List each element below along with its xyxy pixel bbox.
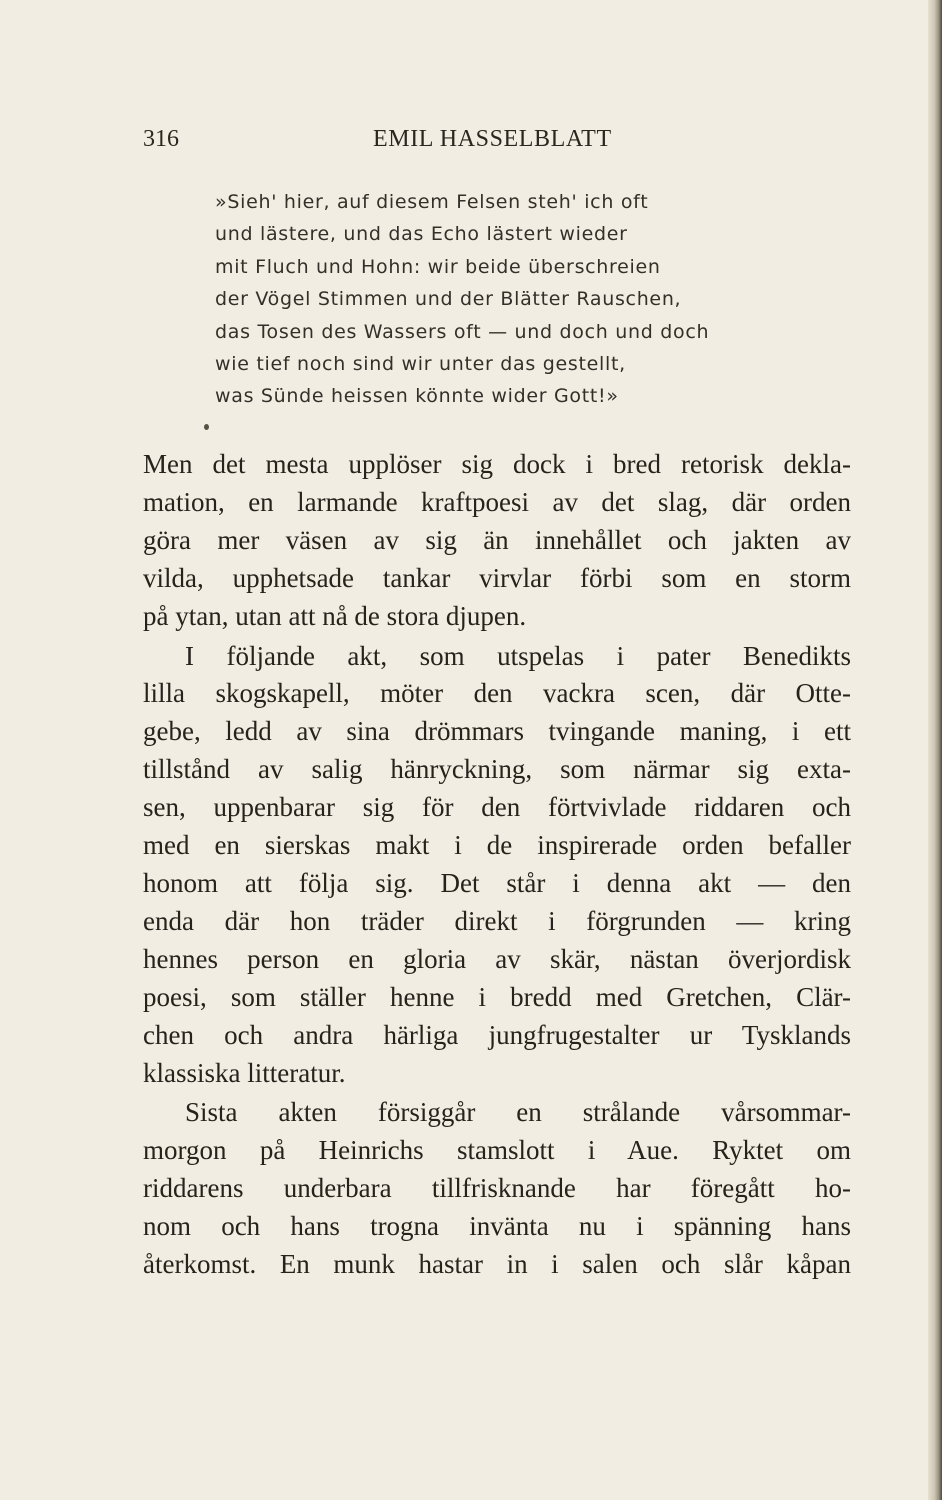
verse-line: das Tosen des Wassers oft — und doch und doch xyxy=(215,320,710,343)
ink-dot xyxy=(204,424,209,430)
verse-line: was Sünde heissen könnte wider Gott!» xyxy=(215,385,619,408)
page-edge-shadow xyxy=(928,0,942,1500)
running-head-author: EMIL HASSELBLATT xyxy=(373,126,612,152)
verse-line: der Vögel Stimmen und der Blätter Rauschen, xyxy=(215,288,682,311)
text-line: riddarens underbara tillfrisknande har föregått ho- xyxy=(143,1173,851,1204)
text-line: lilla skogskapell, möter den vackra scen, där Otte- xyxy=(143,678,851,709)
text-line: chen och andra härliga jungfrugestalter ur Tysklands xyxy=(143,1019,851,1050)
verse-line: und lästere, und das Echo lästert wieder xyxy=(215,223,628,246)
text-line: honom att följa sig. Det står i denna akt — den xyxy=(143,867,851,898)
page-number: 316 xyxy=(143,126,179,152)
verse-line: »Sieh' hier, auf diesem Felsen steh' ich oft xyxy=(215,191,649,213)
text-line: tillstånd av salig hänryckning, som närmar sig exta- xyxy=(143,754,851,785)
text-line: gebe, ledd av sina drömmars tvingande maning, i ett xyxy=(143,716,851,747)
paragraph xyxy=(143,446,851,636)
body-text xyxy=(143,446,851,1284)
text-line: nom och hans trogna invänta nu i spänning hans xyxy=(143,1211,851,1242)
text-line: sen, uppenbarar sig för den förtvivlade riddaren och xyxy=(143,792,851,823)
quoted-verse xyxy=(215,186,815,413)
text-line: poesi, som ställer henne i bredd med Gretchen, Clär- xyxy=(143,981,851,1012)
text-line: mation, en larmande kraftpoesi av det slag, där orden xyxy=(143,486,851,517)
text-line: göra mer väsen av sig än innehållet och jakten av xyxy=(143,524,851,555)
text-line: med en sierskas makt i de inspirerade orden befaller xyxy=(143,830,851,861)
verse-line: wie tief noch sind wir unter das gestellt, xyxy=(215,353,626,376)
text-line: återkomst. En munk hastar in i salen och slår kåpan xyxy=(143,1249,851,1280)
text-line: hennes person en gloria av skär, nästan överjordisk xyxy=(143,943,851,974)
text-line: enda där hon träder direkt i förgrunden — kring xyxy=(143,905,851,936)
text-line: morgon på Heinrichs stamslott i Aue. Ryktet om xyxy=(143,1135,851,1166)
text-line: I följande akt, som utspelas i pater Benedikts xyxy=(185,640,851,671)
text-line: Sista akten försiggår en strålande vårsommar- xyxy=(185,1097,851,1128)
paragraph xyxy=(143,638,851,1093)
text-line: på ytan, utan att nå de stora djupen. xyxy=(143,600,527,631)
text-line: vilda, upphetsade tankar virvlar förbi som en storm xyxy=(143,562,851,593)
paragraph xyxy=(143,1094,851,1284)
text-line: klassiska litteratur. xyxy=(143,1057,346,1088)
verse-line: mit Fluch und Hohn: wir beide überschreien xyxy=(215,255,661,278)
text-line: Men det mesta upplöser sig dock i bred retorisk dekla- xyxy=(143,449,851,479)
running-header xyxy=(143,124,850,154)
